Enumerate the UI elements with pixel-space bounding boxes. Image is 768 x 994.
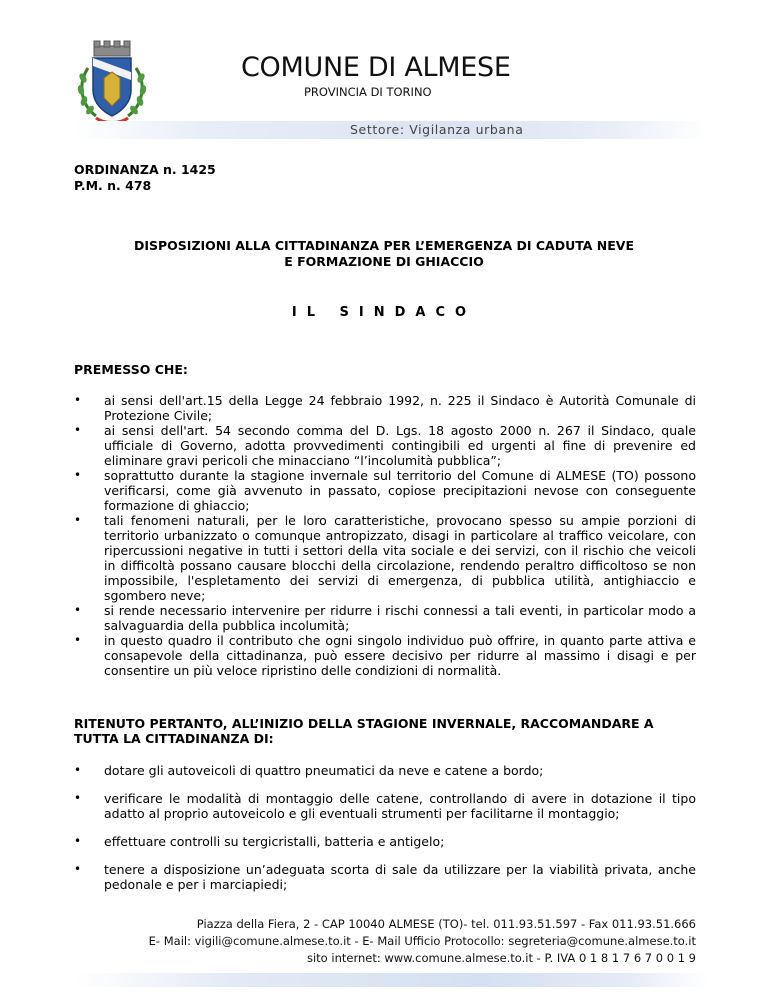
bullet-icon: • bbox=[74, 603, 82, 617]
list-item: • soprattutto durante la stagione invernale sul territorio del Comune di ALMESE (TO) possono verificarsi, come già avvenuto in passato, copiose precipitazioni nevose con conseguente formazione di ghiaccio; bbox=[74, 468, 696, 513]
bullet-icon: • bbox=[74, 393, 82, 407]
sector-label: Settore: Vigilanza urbana bbox=[350, 122, 524, 137]
footer-emails: E- Mail: vigili@comune.almese.to.it - E- Mail Ufficio Protocollo: segreteria@comune.almese.to.it bbox=[148, 934, 696, 948]
title-line-1: DISPOSIZIONI ALLA CITTADINANZA PER L’EMERGENZA DI CADUTA NEVE bbox=[133, 238, 635, 253]
mayor-heading: IL SINDACO bbox=[291, 305, 477, 320]
footer-band bbox=[75, 973, 708, 987]
bullet-icon: • bbox=[74, 423, 82, 437]
footer-website: sito internet: www.comune.almese.to.it - P. IVA 0 1 8 1 7 6 7 0 0 1 9 bbox=[306, 951, 696, 965]
premesso-heading: PREMESSO CHE: bbox=[74, 362, 188, 377]
province-name: PROVINCIA DI TORINO bbox=[304, 85, 432, 99]
bullet-icon: • bbox=[74, 763, 82, 777]
ordinance-number: ORDINANZA n. 1425 bbox=[74, 162, 216, 177]
bullet-icon: • bbox=[74, 791, 82, 805]
bullet-icon: • bbox=[74, 834, 82, 848]
footer-contacts bbox=[96, 916, 696, 967]
bullet-icon: • bbox=[74, 468, 82, 482]
list-item: • tenere a disposizione un’adeguata scorta di sale da utilizzare per la viabilità privata, anche pedonale e per i marciapiedi; bbox=[74, 862, 696, 892]
list-item: • si rende necessario intervenire per ridurre i rischi connessi a tali eventi, in particolar modo a salvaguardia della pubblica incolumità; bbox=[74, 603, 696, 633]
ritenuto-list bbox=[74, 763, 696, 905]
list-item: • ai sensi dell'art.15 della Legge 24 febbraio 1992, n. 225 il Sindaco è Autorità Comunale di Protezione Civile; bbox=[74, 393, 696, 423]
list-item: • dotare gli autoveicoli di quattro pneumatici da neve e catene a bordo; bbox=[74, 763, 544, 778]
ordinance-title bbox=[74, 238, 694, 270]
coat-of-arms-icon bbox=[74, 38, 150, 126]
ritenuto-heading: RITENUTO PERTANTO, ALL’INIZIO DELLA STAGIONE INVERNALE, RACCOMANDARE A TUTTA LA CITTADINANZA DI: bbox=[74, 716, 654, 746]
list-item: • ai sensi dell'art. 54 secondo comma del D. Lgs. 18 agosto 2000 n. 267 il Sindaco, quale ufficiale di Governo, adotta provvedimenti contingibili ed urgenti al fine di prevenire ed eliminare gravi pericoli che minacciano “l’incolumità pubblica”; bbox=[74, 423, 696, 468]
footer-address: Piazza della Fiera, 2 - CAP 10040 ALMESE (TO)- tel. 011.93.51.597 - Fax 011.93.51.666 bbox=[196, 917, 696, 931]
title-line-2: E FORMAZIONE DI GHIACCIO bbox=[284, 254, 484, 269]
list-item: • verificare le modalità di montaggio delle catene, controllando di avere in dotazione il tipo adatto al proprio autoveicolo e gli eventuali strumenti per facilitarne il montaggio; bbox=[74, 791, 696, 821]
pm-number: P.M. n. 478 bbox=[74, 178, 152, 193]
municipality-name: COMUNE DI ALMESE bbox=[241, 52, 511, 83]
premesso-list bbox=[74, 393, 696, 678]
bullet-icon: • bbox=[74, 862, 82, 876]
bullet-icon: • bbox=[74, 633, 82, 647]
list-item: • tali fenomeni naturali, per le loro caratteristiche, provocano spesso su ampie porzioni di territorio urbanizzato o comunque antropizzato, disagi in particolare al traffico veicolare, con ripercussioni negative in tutti i settori della vita sociale e dei servizi, con il rischio che veicoli in difficoltà possano causare blocchi della circolazione, rendendo peraltro difficoltoso se non impossibile, l'espletamento dei servizi di emergenza, di pubblica utilità, antighiaccio e sgombero neve; bbox=[74, 513, 696, 603]
list-item: • in questo quadro il contributo che ogni singolo individuo può offrire, in quanto parte attiva e consapevole della cittadinanza, può essere decisivo per ridurre al massimo i disagi e per consentire un più veloce ripristino delle condizioni di normalità. bbox=[74, 633, 696, 678]
list-item: • effettuare controlli su tergicristalli, batteria e antigelo; bbox=[74, 834, 445, 849]
bullet-icon: • bbox=[74, 513, 82, 527]
